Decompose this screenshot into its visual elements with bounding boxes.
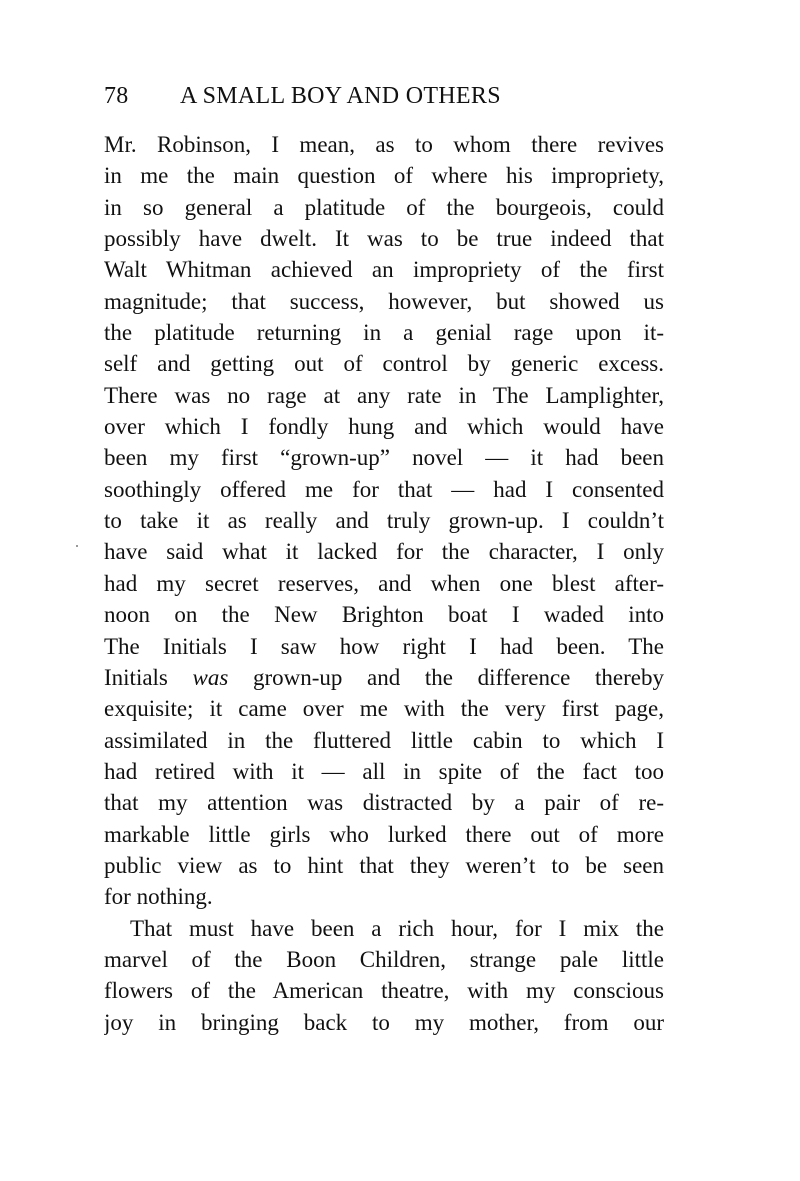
text-line: The Initials I saw how right I had been. The: [104, 633, 664, 659]
text-line: marvel of the Boon Children, strange pale little: [104, 946, 664, 972]
text-line: Mr. Robinson, I mean, as to whom there revives: [104, 132, 664, 157]
text-line: been my first “grown-up” novel — it had been: [104, 445, 664, 471]
text-line-with-italic: Initials was grown-up and the difference thereby: [104, 664, 664, 690]
text-line: had retired with it — all in spite of the fact too: [104, 758, 664, 784]
text-line: joy in bringing back to my mother, from our: [104, 1009, 664, 1035]
text-line: in me the main question of where his impropriety,: [104, 163, 664, 189]
text-line: magnitude; that success, however, but showed us: [104, 288, 664, 314]
text-line: possibly have dwelt. It was to be true indeed that: [104, 226, 664, 252]
text-line: exquisite; it came over me with the very first page,: [104, 696, 664, 722]
italic-word: was: [192, 664, 229, 690]
text-line: had my secret reserves, and when one blest after-: [104, 570, 664, 596]
text-line: noon on the New Brighton boat I waded into: [104, 602, 664, 628]
text-line: to take it as really and truly grown-up. I couldn’t: [104, 508, 664, 534]
text-line: soothingly offered me for that — had I consented: [104, 476, 664, 502]
body-text: [104, 129, 664, 1038]
text-line: public view as to hint that they weren’t to be seen: [104, 852, 664, 878]
running-title: A SMALL BOY AND OTHERS: [180, 83, 501, 109]
text-line: in so general a platitude of the bourgeois, could: [104, 194, 664, 220]
running-header: [104, 80, 664, 112]
text-line: assimilated in the fluttered little cabin to which I: [104, 727, 664, 753]
text-line: That must have been a rich hour, for I mix the: [130, 915, 664, 941]
page-number: 78: [104, 83, 129, 109]
text-line: that my attention was distracted by a pair of re-: [104, 790, 664, 816]
text-line: self and getting out of control by generic excess.: [104, 351, 664, 377]
text-line: for nothing.: [104, 884, 213, 910]
text-line: markable little girls who lurked there out of more: [104, 821, 664, 847]
scan-speck: [76, 545, 78, 547]
text-line: flowers of the American theatre, with my conscious: [104, 978, 664, 1004]
text-line: There was no rage at any rate in The Lamplighter,: [104, 382, 664, 408]
text-line: Walt Whitman achieved an impropriety of the first: [104, 257, 664, 283]
text-line: the platitude returning in a genial rage upon it-: [104, 320, 664, 346]
text-line: have said what it lacked for the character, I only: [104, 539, 664, 565]
text-line: over which I fondly hung and which would have: [104, 414, 664, 440]
